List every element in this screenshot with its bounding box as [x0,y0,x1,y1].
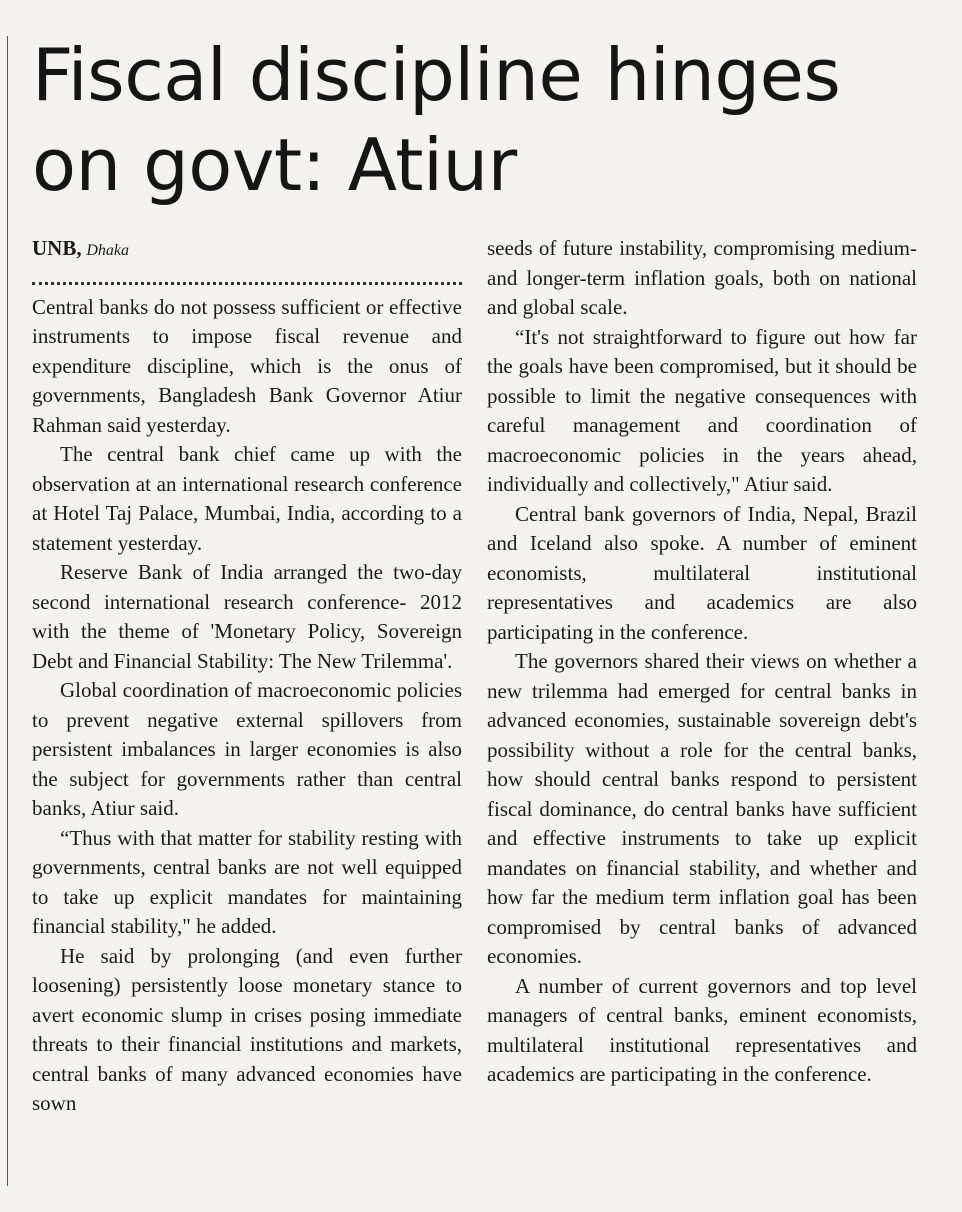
page-edge-rule [7,36,8,1186]
article-column-right [487,234,917,1090]
paragraph: The governors shared their views on whether a new trilemma had emerged for central banks in advanced economies, sustainable sovereign debt's possibility without a role for the central banks, how should central banks respond to persistent fiscal dominance, do central banks have sufficient and effective instruments to take up explicit mandates on financial stability, and whether and how far the medium term inflation goal has been compromised by central banks of advanced economies. [487,649,917,968]
byline-place: Dhaka [86,242,129,259]
paragraph: He said by prolonging (and even further loosening) persistently loose monetary stance to avert economic slump in crises posing immediate threats to their financial institutions and markets, central banks of many advanced economies have sown [32,943,462,1115]
paragraph: Reserve Bank of India arranged the two-day second international research conference- 2012 with the theme of 'Monetary Policy, Sovereign Debt and Financial Stability: The New Trilemma'. [32,560,462,673]
paragraph: The central bank chief came up with the observation at an international research conference at Hotel Taj Palace, Mumbai, India, according to a statement yesterday. [32,442,462,555]
article-column-left [32,234,462,1119]
paragraph: Central banks do not possess sufficient or effective instruments to impose fiscal revenue and expenditure discipline, which is the onus of governments, Bangladesh Bank Governor Atiur Rahman said yesterday. [32,294,462,437]
byline-divider [32,268,462,285]
paragraph: Central bank governors of India, Nepal, Brazil and Iceland also spoke. A number of eminent economists, multilateral institutional representatives and academics are also participating in the conference. [487,501,917,644]
paragraph: “Thus with that matter for stability resting with governments, central banks are not well equipped to take up explicit mandates for maintaining financial stability," he added. [32,825,462,938]
paragraph: Global coordination of macroeconomic policies to prevent negative external spillovers from persistent imbalances in larger economies is also the subject for governments rather than central banks, Atiur said. [32,678,462,820]
paragraph: seeds of future instability, compromising medium- and longer-term inflation goals, both on national and global scale. [487,236,917,319]
byline-agency: UNB, [32,236,82,260]
headline: Fiscal discipline hinges on govt: Atiur [32,33,841,207]
paragraph: A number of current governors and top level managers of central banks, eminent economists, multilateral institutional representatives and academics are participating in the conference. [487,973,917,1086]
byline [32,234,462,266]
paragraph: “It's not straightforward to figure out how far the goals have been compromised, but it should be possible to limit the negative consequences with careful management and coordination of macroeconomic policies in the years ahead, individually and collectively," Atiur said. [487,324,917,496]
